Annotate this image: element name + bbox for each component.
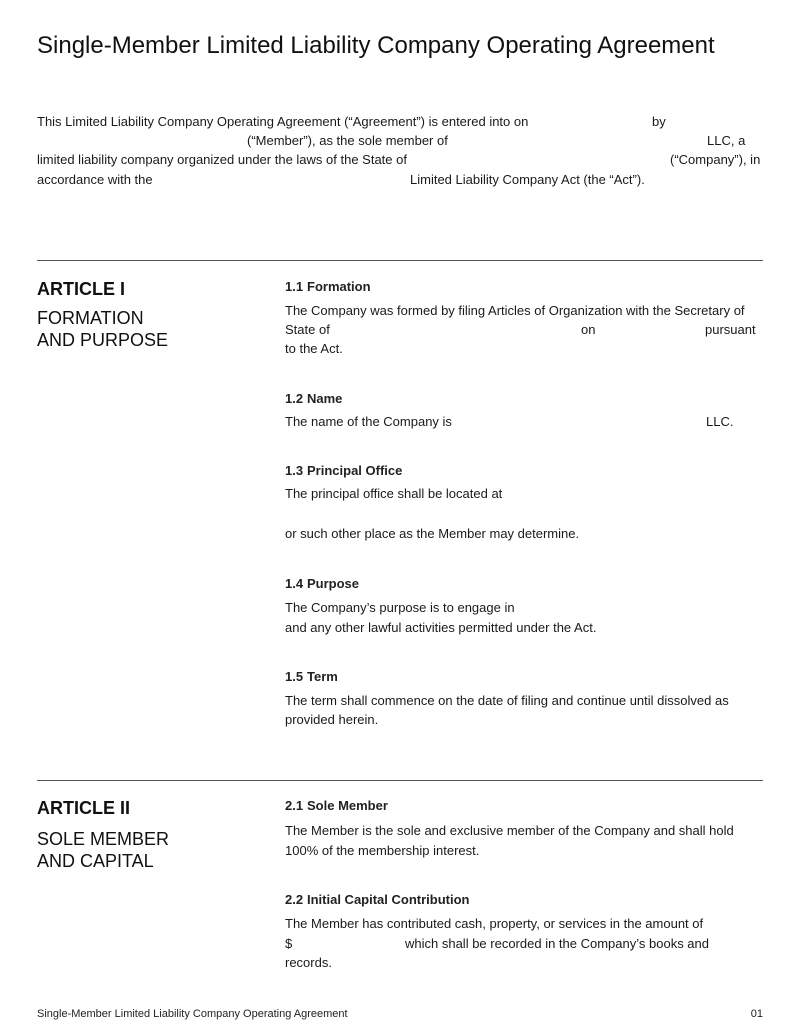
body-text: 100% of the membership interest. bbox=[285, 843, 480, 858]
intro-text: limited liability company organized under the laws of the State of bbox=[37, 152, 407, 167]
section-title: Principal Office bbox=[307, 463, 403, 478]
intro-text: This Limited Liability Company Operating Agreement (“Agreement”) is entered into on bbox=[37, 114, 529, 129]
section-number: 1.2 bbox=[285, 391, 304, 406]
section-title: Name bbox=[307, 391, 343, 406]
section-heading bbox=[285, 576, 359, 592]
section-number: 1.4 bbox=[285, 576, 304, 591]
section-number: 2.2 bbox=[285, 892, 304, 907]
body-text: records. bbox=[285, 955, 332, 970]
section-title: Sole Member bbox=[307, 798, 388, 813]
section-title: Term bbox=[307, 669, 338, 684]
section-title: Formation bbox=[307, 279, 371, 294]
article-label: ARTICLE II bbox=[37, 798, 130, 818]
body-text: The term shall commence on the date of filing and continue until dissolved as bbox=[285, 693, 729, 708]
article-title: AND PURPOSE bbox=[37, 330, 169, 350]
body-text: or such other place as the Member may determine. bbox=[285, 526, 580, 541]
article-title: SOLE MEMBER bbox=[37, 829, 170, 849]
article-title: FORMATION bbox=[37, 308, 144, 328]
article-title: AND CAPITAL bbox=[37, 851, 154, 871]
divider bbox=[37, 260, 763, 261]
section-title: Purpose bbox=[307, 576, 360, 591]
intro-text: (“Company”), in bbox=[670, 152, 761, 167]
section-number: 1.3 bbox=[285, 463, 304, 478]
body-text: The Member has contributed cash, property, or services in the amount of bbox=[285, 916, 704, 931]
intro-text: by bbox=[652, 114, 666, 129]
article-label: ARTICLE I bbox=[37, 279, 125, 299]
body-text: to the Act. bbox=[285, 341, 343, 356]
body-text: The Company was formed by filing Articles of Organization with the Secretary of bbox=[285, 303, 745, 318]
section-heading bbox=[285, 279, 371, 295]
body-text: LLC. bbox=[706, 414, 734, 429]
body-text: $ bbox=[285, 936, 293, 951]
body-text: provided herein. bbox=[285, 712, 379, 727]
section-heading bbox=[285, 798, 388, 814]
intro-text: (“Member”), as the sole member of bbox=[247, 133, 448, 148]
section-heading bbox=[285, 391, 342, 407]
section-title: Initial Capital Contribution bbox=[307, 892, 470, 907]
footer-title: Single-Member Limited Liability Company Operating Agreement bbox=[37, 1008, 348, 1020]
body-text: The name of the Company is bbox=[285, 414, 452, 429]
body-text: State of bbox=[285, 322, 330, 337]
section-heading bbox=[285, 892, 470, 908]
section-heading bbox=[285, 463, 402, 479]
body-text: pursuant bbox=[705, 322, 756, 337]
intro-text: Limited Liability Company Act (the “Act”). bbox=[410, 172, 645, 187]
page-title: Single-Member Limited Liability Company Operating Agreement bbox=[37, 32, 715, 59]
body-text: The Member is the sole and exclusive member of the Company and shall hold bbox=[285, 823, 734, 838]
section-number: 2.1 bbox=[285, 798, 304, 813]
section-heading bbox=[285, 669, 338, 685]
intro-text: LLC, a bbox=[707, 133, 746, 148]
body-text: The Company’s purpose is to engage in bbox=[285, 600, 515, 615]
divider bbox=[37, 780, 763, 781]
body-text: which shall be recorded in the Company’s books and bbox=[405, 936, 709, 951]
body-text: on bbox=[581, 322, 596, 337]
body-text: and any other lawful activities permitted under the Act. bbox=[285, 620, 597, 635]
body-text: The principal office shall be located at bbox=[285, 486, 503, 501]
section-number: 1.1 bbox=[285, 279, 304, 294]
intro-text: accordance with the bbox=[37, 172, 153, 187]
section-number: 1.5 bbox=[285, 669, 304, 684]
page-number: 01 bbox=[750, 1008, 763, 1020]
